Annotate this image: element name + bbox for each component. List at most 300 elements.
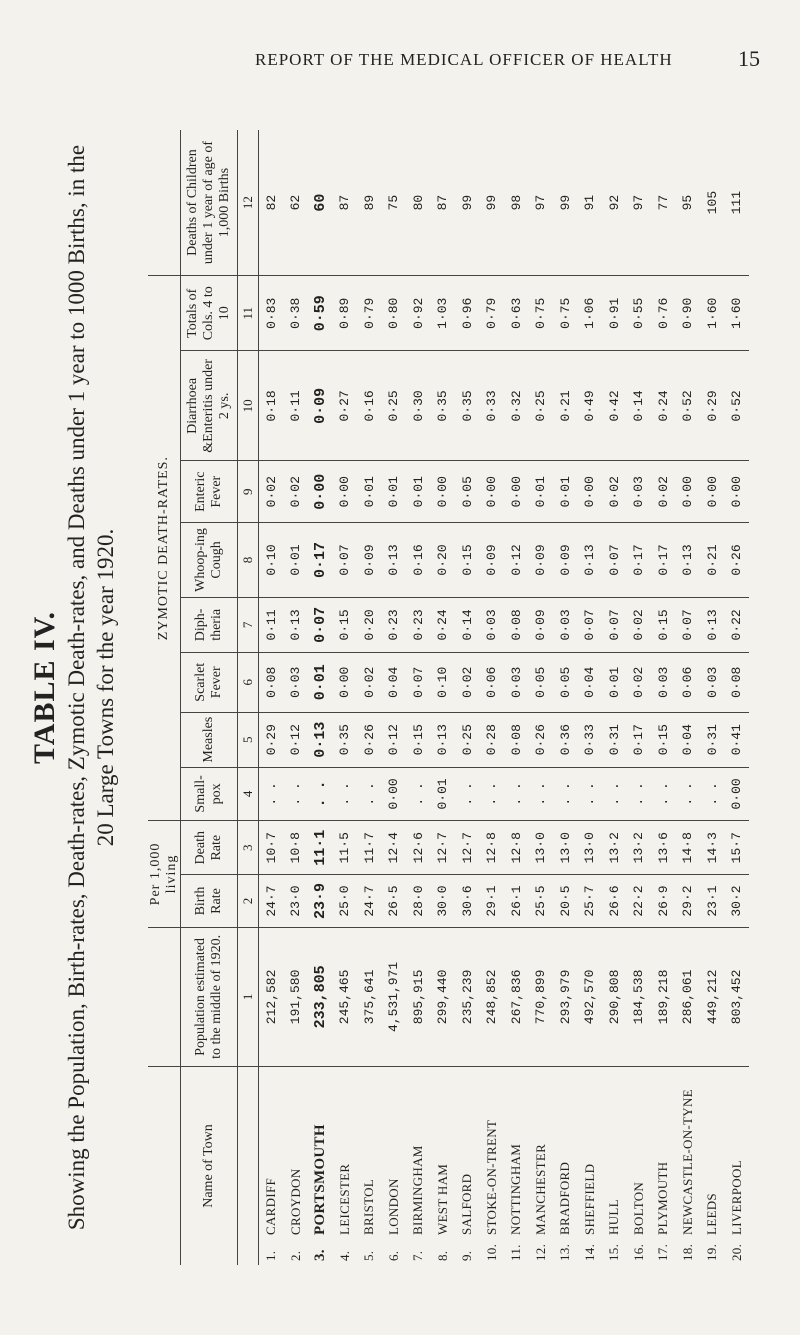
table-row xyxy=(529,130,554,1265)
cell-pop: 286,061 xyxy=(676,927,701,1066)
column-header: Birth Rate xyxy=(181,875,238,928)
cell-death: 10·8 xyxy=(284,821,309,875)
cell-scarlet: 0·04 xyxy=(578,652,603,712)
cell-diarr: 0·30 xyxy=(406,351,431,461)
table-row xyxy=(382,130,407,1265)
cell-enteric: 0·01 xyxy=(357,461,382,523)
column-number: 11 xyxy=(238,276,259,351)
cell-total: 0·79 xyxy=(480,276,505,351)
cell-scarlet: 0·02 xyxy=(357,652,382,712)
cell-diph: 0·09 xyxy=(529,597,554,652)
cell-smallpox: . . xyxy=(480,767,505,821)
cell-scarlet: 0·06 xyxy=(676,652,701,712)
cell-whoop: 0·13 xyxy=(382,522,407,597)
cell-diarr: 0·25 xyxy=(529,351,554,461)
page-number: 15 xyxy=(738,46,760,71)
cell-diarr: 0·16 xyxy=(357,351,382,461)
cell-death: 13·2 xyxy=(602,821,627,875)
town-name-cell xyxy=(529,1067,554,1266)
cell-diarr: 0·42 xyxy=(602,351,627,461)
running-title: REPORT OF THE MEDICAL OFFICER OF HEALTH xyxy=(255,50,673,69)
cell-enteric: 0·01 xyxy=(553,461,578,523)
town-name-cell xyxy=(651,1067,676,1266)
cell-total: 1·60 xyxy=(725,276,750,351)
cell-smallpox: . . xyxy=(651,767,676,821)
cell-pop: 267,836 xyxy=(504,927,529,1066)
cell-whoop: 0·09 xyxy=(553,522,578,597)
cell-death: 13·0 xyxy=(578,821,603,875)
table-row xyxy=(480,130,505,1265)
cell-scarlet: 0·03 xyxy=(700,652,725,712)
table-row xyxy=(406,130,431,1265)
cell-diarr: 0·18 xyxy=(259,351,284,461)
column-number: 5 xyxy=(238,712,259,767)
cell-infant: 60 xyxy=(308,130,333,276)
table-caption-line2: 20 Large Towns for the year 1920. xyxy=(93,528,118,847)
cell-total: 0·59 xyxy=(308,276,333,351)
town-name: MANCHESTER xyxy=(532,1143,548,1235)
cell-death: 12·8 xyxy=(504,821,529,875)
cell-infant: 99 xyxy=(480,130,505,276)
town-name: PORTSMOUTH xyxy=(311,1124,328,1235)
column-number: 12 xyxy=(238,130,259,276)
column-number: 6 xyxy=(238,652,259,712)
cell-smallpox: . . xyxy=(308,767,333,821)
cell-diarr: 0·32 xyxy=(504,351,529,461)
table-row xyxy=(602,130,627,1265)
cell-scarlet: 0·01 xyxy=(308,652,333,712)
cell-scarlet: 0·03 xyxy=(504,652,529,712)
cell-birth: 23·0 xyxy=(284,875,309,928)
cell-measles: 0·28 xyxy=(480,712,505,767)
row-number: 5. xyxy=(361,1250,377,1261)
cell-enteric: 0·00 xyxy=(480,461,505,523)
cell-birth: 20·5 xyxy=(553,875,578,928)
cell-scarlet: 0·02 xyxy=(455,652,480,712)
town-name-cell xyxy=(504,1067,529,1266)
cell-whoop: 0·13 xyxy=(578,522,603,597)
cell-pop: 212,582 xyxy=(259,927,284,1066)
row-number: 14. xyxy=(581,1243,597,1261)
town-name-cell xyxy=(357,1067,382,1266)
column-number: 10 xyxy=(238,351,259,461)
cell-infant: 95 xyxy=(676,130,701,276)
cell-enteric: 0·05 xyxy=(455,461,480,523)
cell-measles: 0·31 xyxy=(602,712,627,767)
cell-diph: 0·15 xyxy=(333,597,358,652)
cell-smallpox: . . xyxy=(284,767,309,821)
cell-pop: 290,808 xyxy=(602,927,627,1066)
cell-measles: 0·35 xyxy=(333,712,358,767)
cell-infant: 97 xyxy=(627,130,652,276)
cell-measles: 0·13 xyxy=(308,712,333,767)
cell-scarlet: 0·05 xyxy=(553,652,578,712)
cell-diarr: 0·29 xyxy=(700,351,725,461)
cell-total: 0·80 xyxy=(382,276,407,351)
table-row xyxy=(504,130,529,1265)
column-header: Measles xyxy=(181,712,238,767)
cell-whoop: 0·10 xyxy=(259,522,284,597)
column-number: 7 xyxy=(238,597,259,652)
cell-measles: 0·08 xyxy=(504,712,529,767)
column-number: 2 xyxy=(238,875,259,928)
cell-total: 0·75 xyxy=(553,276,578,351)
cell-smallpox: . . xyxy=(676,767,701,821)
cell-enteric: 0·02 xyxy=(259,461,284,523)
row-number: 8. xyxy=(434,1250,450,1261)
town-name: NOTTINGHAM xyxy=(508,1143,524,1235)
cell-birth: 23·9 xyxy=(308,875,333,928)
cell-measles: 0·33 xyxy=(578,712,603,767)
town-name: CARDIFF xyxy=(263,1177,279,1235)
cell-enteric: 0·00 xyxy=(700,461,725,523)
cell-smallpox: . . xyxy=(406,767,431,821)
statistics-table xyxy=(148,130,749,1265)
town-name: LIVERPOOL xyxy=(728,1160,744,1235)
cell-whoop: 0·20 xyxy=(431,522,456,597)
row-number: 6. xyxy=(385,1250,401,1261)
cell-pop: 375,641 xyxy=(357,927,382,1066)
cell-infant: 77 xyxy=(651,130,676,276)
cell-smallpox: . . xyxy=(529,767,554,821)
table-row xyxy=(259,130,284,1265)
column-header: Diph-theria xyxy=(181,597,238,652)
column-header: Totals of Cols. 4 to 10 xyxy=(181,276,238,351)
table-row xyxy=(553,130,578,1265)
cell-birth: 25·7 xyxy=(578,875,603,928)
table-row xyxy=(431,130,456,1265)
town-name-cell xyxy=(284,1067,309,1266)
cell-pop: 293,979 xyxy=(553,927,578,1066)
table-row xyxy=(627,130,652,1265)
cell-whoop: 0·07 xyxy=(333,522,358,597)
cell-measles: 0·15 xyxy=(651,712,676,767)
cell-smallpox: . . xyxy=(455,767,480,821)
cell-infant: 91 xyxy=(578,130,603,276)
cell-total: 0·55 xyxy=(627,276,652,351)
cell-birth: 25·0 xyxy=(333,875,358,928)
cell-birth: 22·2 xyxy=(627,875,652,928)
cell-whoop: 0·17 xyxy=(627,522,652,597)
cell-birth: 28·0 xyxy=(406,875,431,928)
cell-scarlet: 0·07 xyxy=(406,652,431,712)
cell-diph: 0·13 xyxy=(284,597,309,652)
cell-birth: 25·5 xyxy=(529,875,554,928)
cell-infant: 87 xyxy=(431,130,456,276)
group-zymotic: ZYMOTIC DEATH-RATES. xyxy=(148,276,181,821)
cell-whoop: 0·17 xyxy=(308,522,333,597)
town-name: WEST HAM xyxy=(434,1163,450,1235)
cell-pop: 4,531,971 xyxy=(382,927,407,1066)
cell-infant: 98 xyxy=(504,130,529,276)
cell-birth: 26·9 xyxy=(651,875,676,928)
cell-infant: 62 xyxy=(284,130,309,276)
cell-whoop: 0·09 xyxy=(529,522,554,597)
row-number: 1. xyxy=(263,1250,279,1261)
town-name: PLYMOUTH xyxy=(655,1161,671,1235)
cell-enteric: 0·00 xyxy=(578,461,603,523)
cell-total: 0·90 xyxy=(676,276,701,351)
cell-infant: 80 xyxy=(406,130,431,276)
blank-group-cell xyxy=(148,130,181,276)
table-row xyxy=(578,130,603,1265)
cell-birth: 29·1 xyxy=(480,875,505,928)
cell-smallpox: . . xyxy=(333,767,358,821)
group-per-1000: Per 1,000 living xyxy=(148,821,181,928)
cell-enteric: 0·02 xyxy=(602,461,627,523)
town-name-cell xyxy=(406,1067,431,1266)
cell-whoop: 0·15 xyxy=(455,522,480,597)
cell-infant: 105 xyxy=(700,130,725,276)
cell-diarr: 0·24 xyxy=(651,351,676,461)
town-name-cell xyxy=(725,1067,750,1266)
town-name: LONDON xyxy=(385,1178,401,1235)
cell-diph: 0·07 xyxy=(308,597,333,652)
cell-diarr: 0·35 xyxy=(431,351,456,461)
column-header: Name of Town xyxy=(181,1067,238,1266)
cell-smallpox: . . xyxy=(602,767,627,821)
cell-death: 13·6 xyxy=(651,821,676,875)
cell-birth: 24·7 xyxy=(259,875,284,928)
cell-scarlet: 0·02 xyxy=(627,652,652,712)
cell-measles: 0·31 xyxy=(700,712,725,767)
town-name: SALFORD xyxy=(459,1173,475,1235)
row-number: 10. xyxy=(483,1243,499,1261)
cell-total: 0·83 xyxy=(259,276,284,351)
town-name: HULL xyxy=(606,1199,622,1235)
cell-scarlet: 0·01 xyxy=(602,652,627,712)
town-name-cell xyxy=(676,1067,701,1266)
town-name: CROYDON xyxy=(287,1168,303,1235)
cell-death: 11·1 xyxy=(308,821,333,875)
cell-diarr: 0·27 xyxy=(333,351,358,461)
column-number-row xyxy=(238,130,259,1265)
town-name: LEICESTER xyxy=(336,1163,352,1235)
column-number: 4 xyxy=(238,767,259,821)
table-row xyxy=(676,130,701,1265)
cell-death: 13·0 xyxy=(529,821,554,875)
blank-group-cell xyxy=(148,927,181,1066)
column-number: 3 xyxy=(238,821,259,875)
cell-total: 0·91 xyxy=(602,276,627,351)
column-header: Diarrhoea &Enteritis under 2 ys. xyxy=(181,351,238,461)
row-number: 18. xyxy=(679,1243,695,1261)
cell-infant: 99 xyxy=(455,130,480,276)
town-name: BIRMINGHAM xyxy=(410,1145,426,1235)
table-caption-line1: Showing the Population, Birth-rates, Death-rates, Zymotic Death-rates, and Deaths under 1 year to 1000 Births, in the xyxy=(64,144,89,1231)
cell-smallpox: 0·01 xyxy=(431,767,456,821)
cell-diarr: 0·11 xyxy=(284,351,309,461)
column-header: Enteric Fever xyxy=(181,461,238,523)
cell-diarr: 0·52 xyxy=(725,351,750,461)
cell-scarlet: 0·00 xyxy=(333,652,358,712)
cell-enteric: 0·02 xyxy=(284,461,309,523)
cell-diph: 0·03 xyxy=(553,597,578,652)
cell-diph: 0·20 xyxy=(357,597,382,652)
column-header: Whoop-ing Cough xyxy=(181,522,238,597)
cell-birth: 23·1 xyxy=(700,875,725,928)
cell-whoop: 0·16 xyxy=(406,522,431,597)
blank-group-cell xyxy=(148,1067,181,1266)
cell-diarr: 0·35 xyxy=(455,351,480,461)
town-name: SHEFFIELD xyxy=(581,1163,597,1235)
cell-birth: 26·1 xyxy=(504,875,529,928)
town-name: LEEDS xyxy=(704,1193,720,1235)
cell-enteric: 0·00 xyxy=(504,461,529,523)
table-row xyxy=(357,130,382,1265)
column-header-row xyxy=(181,130,238,1265)
cell-measles: 0·36 xyxy=(553,712,578,767)
cell-whoop: 0·01 xyxy=(284,522,309,597)
cell-pop: 235,239 xyxy=(455,927,480,1066)
column-header: Death Rate xyxy=(181,821,238,875)
cell-measles: 0·29 xyxy=(259,712,284,767)
row-number: 9. xyxy=(459,1250,475,1261)
cell-smallpox: . . xyxy=(504,767,529,821)
cell-scarlet: 0·05 xyxy=(529,652,554,712)
cell-total: 1·06 xyxy=(578,276,603,351)
cell-total: 0·79 xyxy=(357,276,382,351)
cell-death: 12·7 xyxy=(431,821,456,875)
cell-smallpox: . . xyxy=(627,767,652,821)
cell-enteric: 0·01 xyxy=(529,461,554,523)
cell-smallpox: . . xyxy=(700,767,725,821)
cell-diph: 0·23 xyxy=(406,597,431,652)
cell-total: 1·60 xyxy=(700,276,725,351)
table-titles xyxy=(20,90,140,1285)
cell-pop: 189,218 xyxy=(651,927,676,1066)
cell-diph: 0·02 xyxy=(627,597,652,652)
column-header: Scarlet Fever xyxy=(181,652,238,712)
cell-whoop: 0·09 xyxy=(357,522,382,597)
cell-death: 12·6 xyxy=(406,821,431,875)
cell-death: 14·3 xyxy=(700,821,725,875)
cell-enteric: 0·00 xyxy=(333,461,358,523)
cell-diph: 0·03 xyxy=(480,597,505,652)
cell-scarlet: 0·08 xyxy=(725,652,750,712)
cell-diarr: 0·25 xyxy=(382,351,407,461)
cell-pop: 803,452 xyxy=(725,927,750,1066)
cell-scarlet: 0·04 xyxy=(382,652,407,712)
cell-diph: 0·24 xyxy=(431,597,456,652)
cell-infant: 99 xyxy=(553,130,578,276)
cell-enteric: 0·01 xyxy=(406,461,431,523)
cell-whoop: 0·17 xyxy=(651,522,676,597)
town-name-cell xyxy=(480,1067,505,1266)
cell-diarr: 0·52 xyxy=(676,351,701,461)
row-number: 13. xyxy=(557,1243,573,1261)
cell-infant: 87 xyxy=(333,130,358,276)
cell-measles: 0·41 xyxy=(725,712,750,767)
column-number: 8 xyxy=(238,522,259,597)
row-number: 19. xyxy=(704,1243,720,1261)
row-number: 12. xyxy=(532,1243,548,1261)
cell-smallpox: . . xyxy=(553,767,578,821)
table-label: TABLE IV. xyxy=(28,611,61,764)
town-name-cell xyxy=(259,1067,284,1266)
cell-diarr: 0·49 xyxy=(578,351,603,461)
town-name-cell xyxy=(627,1067,652,1266)
cell-measles: 0·26 xyxy=(529,712,554,767)
cell-death: 11·5 xyxy=(333,821,358,875)
cell-birth: 30·6 xyxy=(455,875,480,928)
cell-death: 14·8 xyxy=(676,821,701,875)
table-body xyxy=(259,130,750,1265)
cell-total: 0·76 xyxy=(651,276,676,351)
table-row xyxy=(455,130,480,1265)
cell-diph: 0·14 xyxy=(455,597,480,652)
cell-enteric: 0·00 xyxy=(308,461,333,523)
cell-whoop: 0·13 xyxy=(676,522,701,597)
cell-pop: 233,805 xyxy=(308,927,333,1066)
page-header xyxy=(40,42,760,78)
cell-total: 0·63 xyxy=(504,276,529,351)
row-number: 17. xyxy=(655,1243,671,1261)
cell-measles: 0·15 xyxy=(406,712,431,767)
town-name: BRISTOL xyxy=(361,1178,377,1235)
cell-pop: 191,580 xyxy=(284,927,309,1066)
cell-whoop: 0·09 xyxy=(480,522,505,597)
cell-smallpox: 0·00 xyxy=(382,767,407,821)
cell-measles: 0·26 xyxy=(357,712,382,767)
cell-measles: 0·12 xyxy=(284,712,309,767)
cell-death: 10·7 xyxy=(259,821,284,875)
town-name: BRADFORD xyxy=(557,1161,573,1235)
cell-diph: 0·07 xyxy=(676,597,701,652)
cell-enteric: 0·00 xyxy=(725,461,750,523)
cell-total: 0·75 xyxy=(529,276,554,351)
town-name: NEWCASTLE-ON-TYNE xyxy=(679,1089,695,1235)
table-row xyxy=(651,130,676,1265)
cell-diarr: 0·21 xyxy=(553,351,578,461)
cell-birth: 29·2 xyxy=(676,875,701,928)
cell-pop: 449,212 xyxy=(700,927,725,1066)
cell-infant: 97 xyxy=(529,130,554,276)
town-name: BOLTON xyxy=(630,1181,646,1235)
row-number: 11. xyxy=(508,1244,524,1261)
cell-total: 0·96 xyxy=(455,276,480,351)
row-number: 16. xyxy=(630,1243,646,1261)
cell-infant: 92 xyxy=(602,130,627,276)
cell-diph: 0·07 xyxy=(578,597,603,652)
column-number: 1 xyxy=(238,927,259,1066)
cell-diarr: 0·09 xyxy=(308,351,333,461)
cell-pop: 770,899 xyxy=(529,927,554,1066)
cell-pop: 184,538 xyxy=(627,927,652,1066)
cell-enteric: 0·02 xyxy=(651,461,676,523)
cell-diph: 0·23 xyxy=(382,597,407,652)
town-name-cell xyxy=(578,1067,603,1266)
column-header: Small-pox xyxy=(181,767,238,821)
cell-whoop: 0·12 xyxy=(504,522,529,597)
town-name-cell xyxy=(602,1067,627,1266)
cell-death: 12·8 xyxy=(480,821,505,875)
cell-scarlet: 0·03 xyxy=(284,652,309,712)
table-row xyxy=(333,130,358,1265)
cell-scarlet: 0·08 xyxy=(259,652,284,712)
row-number: 20. xyxy=(728,1243,744,1261)
cell-diph: 0·11 xyxy=(259,597,284,652)
cell-scarlet: 0·03 xyxy=(651,652,676,712)
cell-pop: 492,570 xyxy=(578,927,603,1066)
cell-diph: 0·13 xyxy=(700,597,725,652)
town-name-cell xyxy=(333,1067,358,1266)
cell-enteric: 0·01 xyxy=(382,461,407,523)
cell-diph: 0·08 xyxy=(504,597,529,652)
cell-infant: 89 xyxy=(357,130,382,276)
town-name: STOKE-ON-TRENT xyxy=(483,1119,499,1235)
cell-infant: 75 xyxy=(382,130,407,276)
